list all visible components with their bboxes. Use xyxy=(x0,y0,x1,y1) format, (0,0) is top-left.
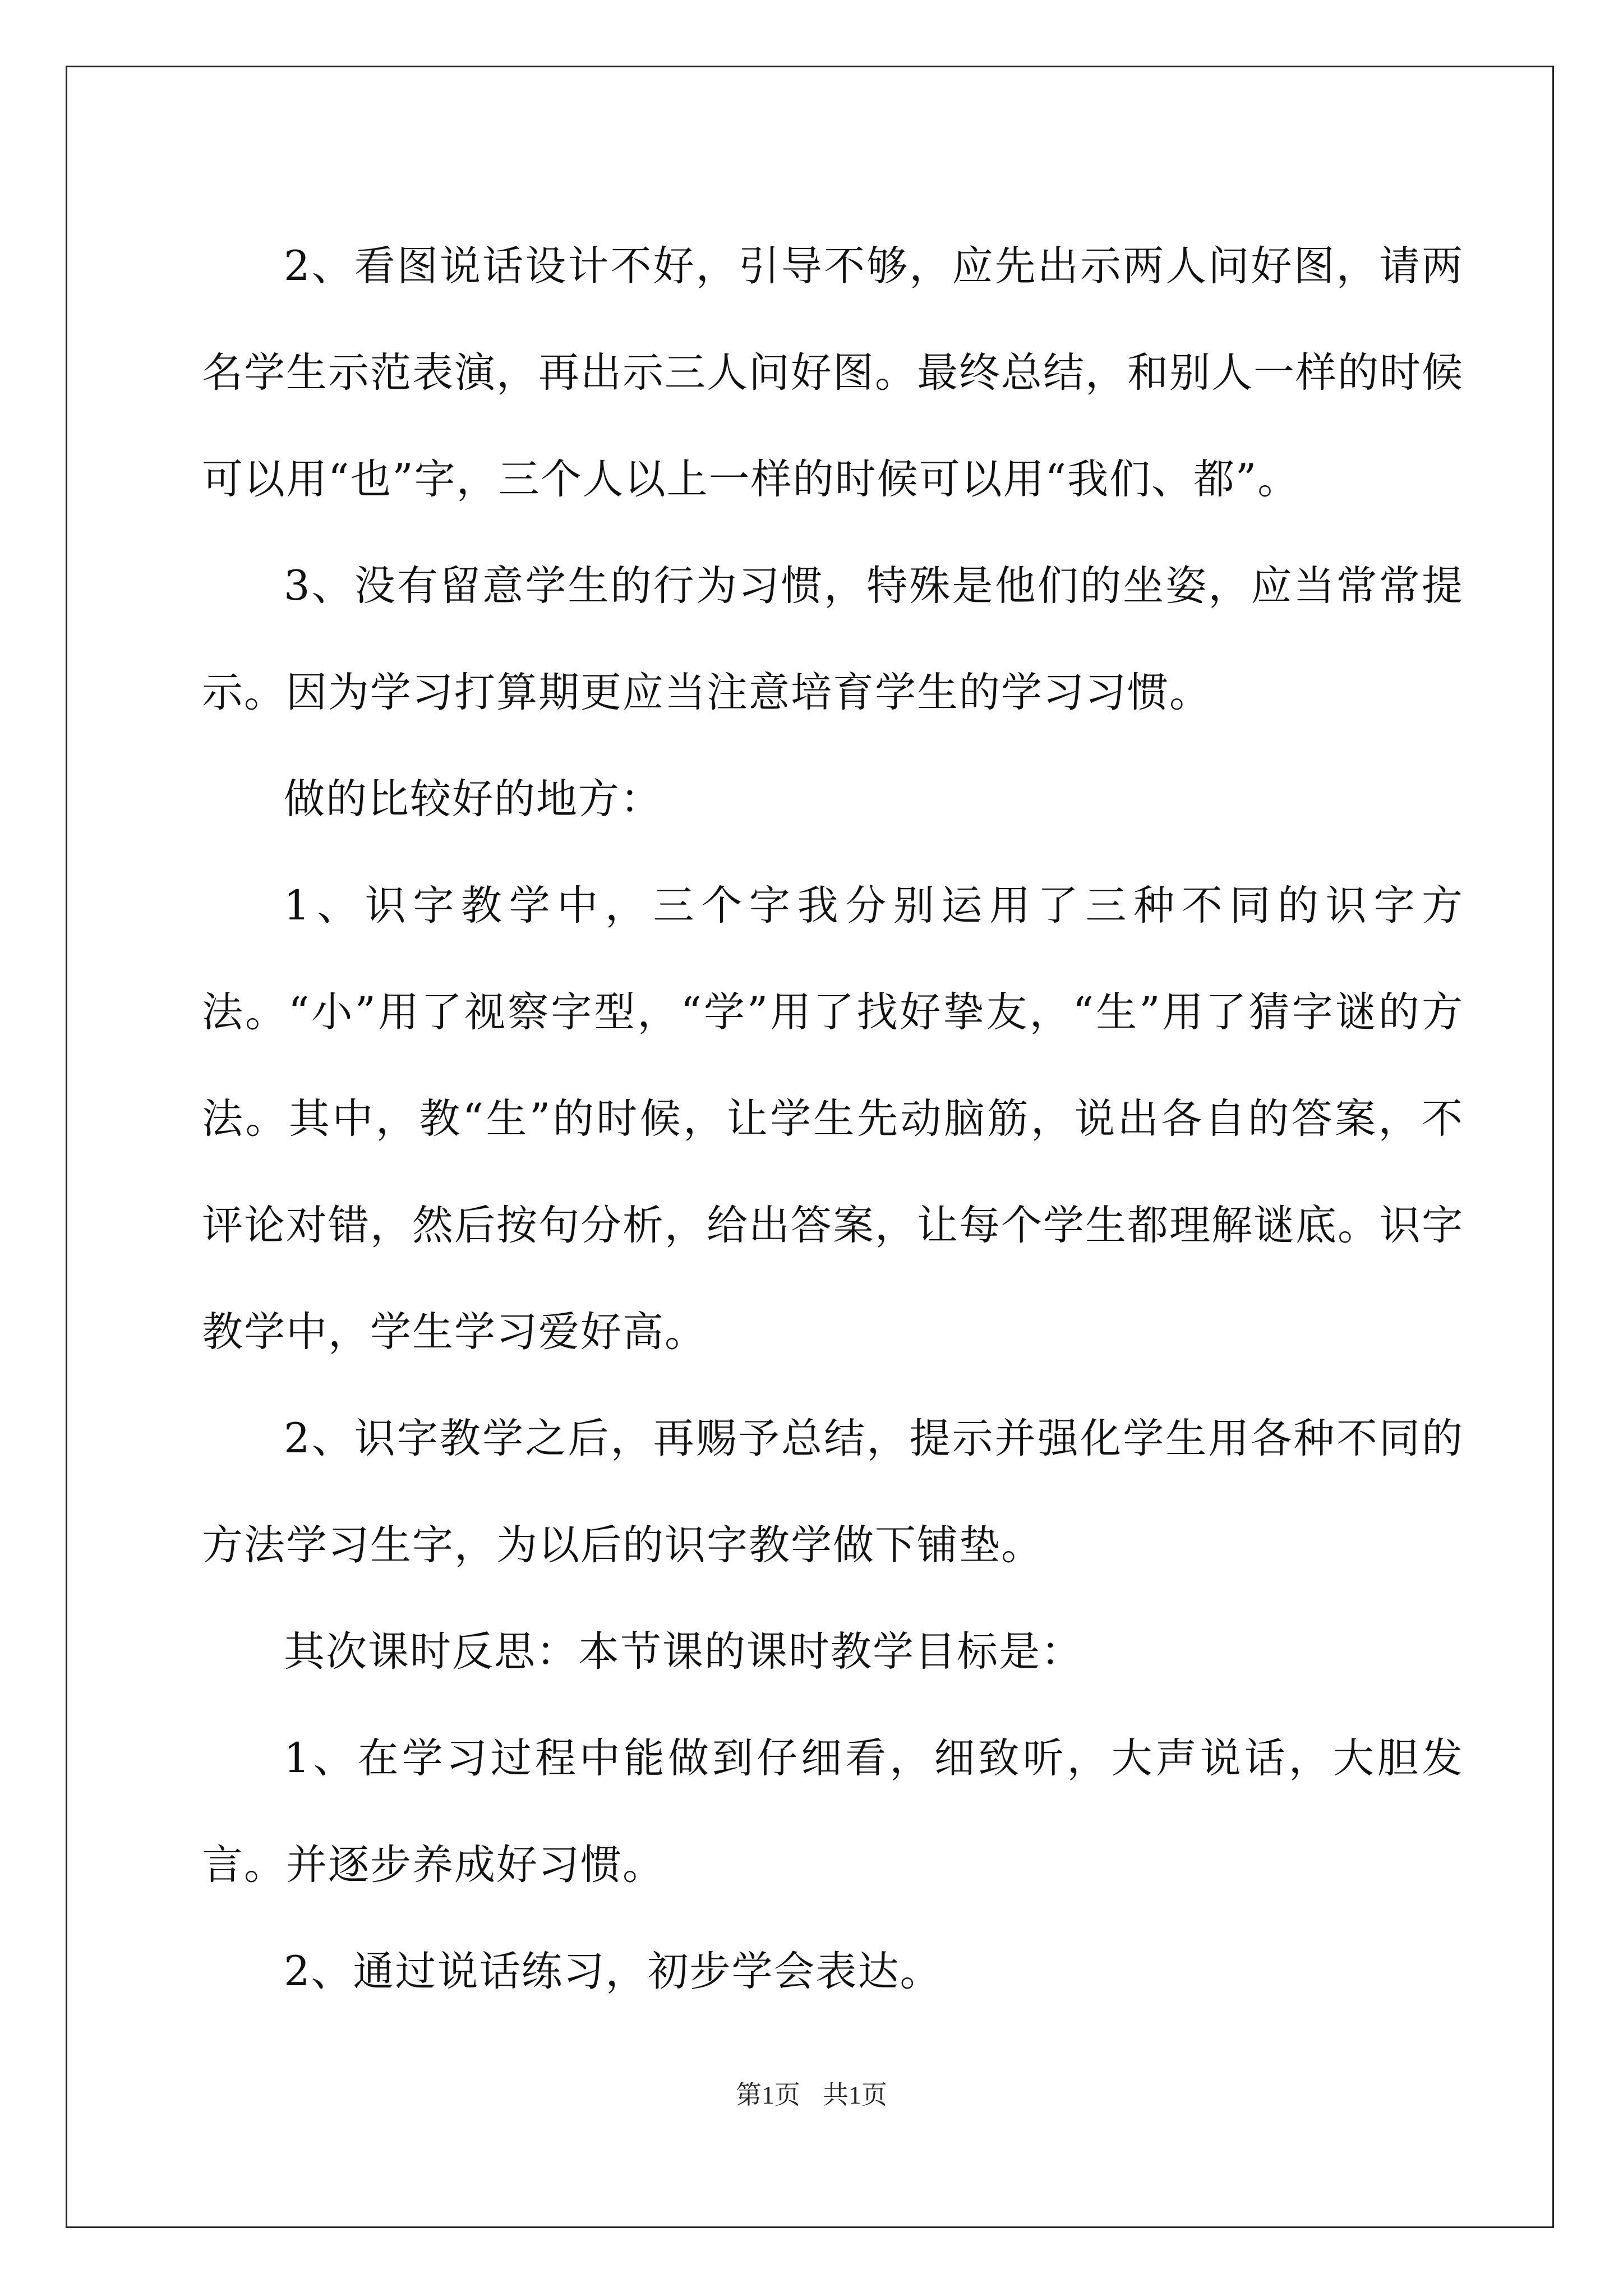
paragraph: 其次课时反思：本节课的课时教学目标是： xyxy=(284,1628,1083,1676)
paragraph: 2、看图说话设计不好，引导不够，应先出示两人问好图，请两名学生示范表演，再出示三人问好图。最终总结，和别人一样的时候可以用“也”字，三个人以上一样的时候可以用“我们、都”。 xyxy=(202,242,1464,503)
page-number: 第1页 xyxy=(736,2081,800,2109)
document-body xyxy=(202,213,1464,2025)
paragraph: 1、识字教学中，三个字我分别运用了三种不同的识字方法。“小”用了视察字型，“学”用了找好挚友，“生”用了猜字谜的方法。其中，教“生”的时候，让学生先动脑筋，说出各自的答案，不评论对错，然后按句分析，给出答案，让每个学生都理解谜底。识字教学中，学生学习爱好高。 xyxy=(202,882,1464,1356)
paragraph: 2、识字教学之后，再赐予总结，提示并强化学生用各种不同的方法学习生字，为以后的识字教学做下铺垫。 xyxy=(202,1415,1464,1569)
paragraph: 1、在学习过程中能做到仔细看，细致听，大声说话，大胆发言。并逐步养成好习惯。 xyxy=(202,1734,1464,1889)
paragraph: 2、通过说话练习，初步学会表达。 xyxy=(284,1948,942,1995)
paragraph: 3、没有留意学生的行为习惯，特殊是他们的坐姿，应当常常提示。因为学习打算期更应当注意培育学生的学习习惯。 xyxy=(202,562,1464,716)
page-total: 共1页 xyxy=(823,2081,887,2109)
paragraph: 做的比较好的地方： xyxy=(284,775,662,823)
page-footer xyxy=(0,2078,1623,2112)
